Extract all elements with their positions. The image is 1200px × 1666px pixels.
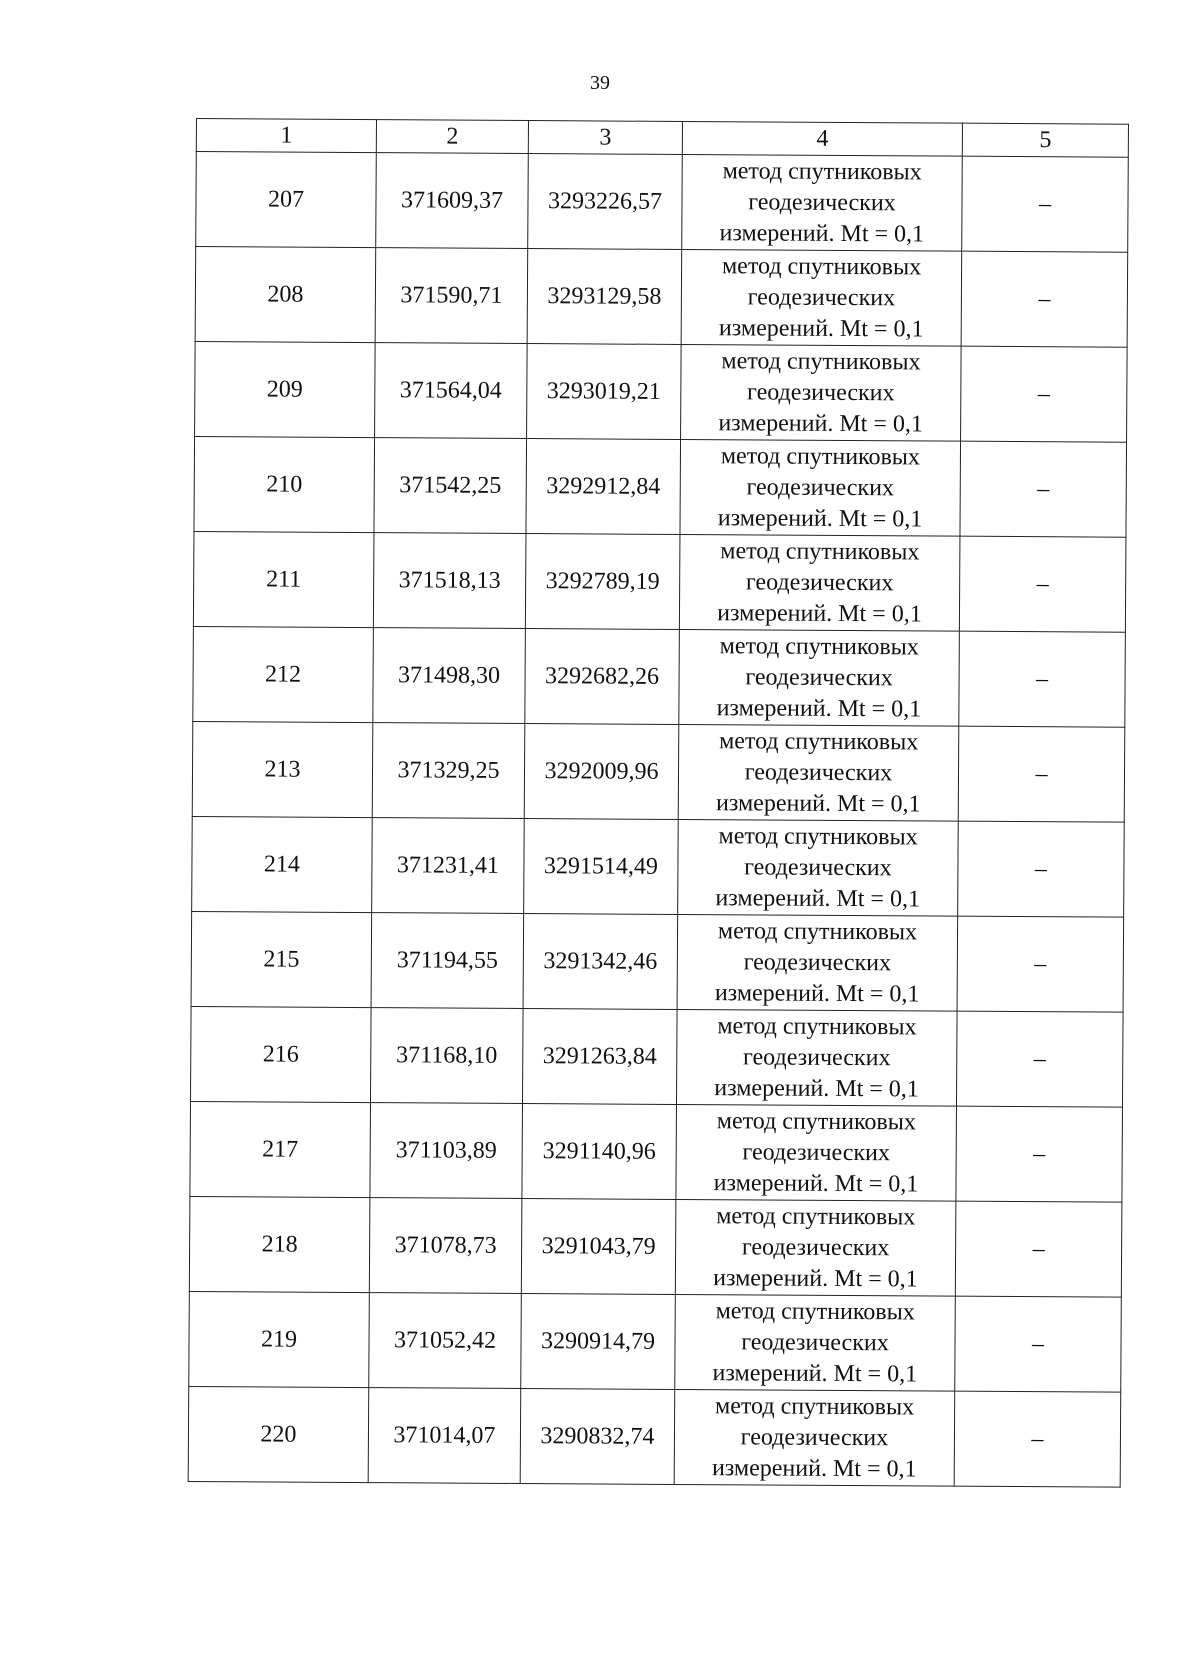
table-body <box>188 152 1128 1488</box>
method-line: метод спутниковых <box>719 727 919 755</box>
x-coordinate-cell: 371231,41 <box>372 818 525 914</box>
method-line: измерений. Mt = 0,1 <box>713 1169 919 1197</box>
table-row <box>191 911 1124 1012</box>
point-number-cell: 219 <box>189 1291 370 1387</box>
method-line: измерений. Mt = 0,1 <box>719 219 925 247</box>
method-line: измерений. Mt = 0,1 <box>714 1074 919 1102</box>
method-cell <box>681 249 962 346</box>
table-row <box>190 1006 1123 1107</box>
x-coordinate-cell: 371329,25 <box>372 723 525 819</box>
method-line: измерений. Mt = 0,1 <box>717 504 923 532</box>
point-number-cell: 208 <box>195 247 376 343</box>
method-line: геодезических <box>746 473 895 501</box>
method-line: метод спутниковых <box>719 632 919 660</box>
method-line: измерений. Mt = 0,1 <box>715 789 921 817</box>
table-row <box>189 1291 1122 1392</box>
point-number-cell: 216 <box>190 1006 371 1102</box>
method-line: геодезических <box>744 853 892 881</box>
method-line: геодезических <box>747 283 896 311</box>
table-row <box>190 1101 1123 1202</box>
x-coordinate-cell: 371078,73 <box>369 1198 522 1294</box>
method-line: измерений. Mt = 0,1 <box>711 1454 917 1482</box>
note-cell: – <box>961 346 1128 442</box>
y-coordinate-cell: 3292009,96 <box>524 724 679 820</box>
table-row <box>192 816 1125 917</box>
column-header: 2 <box>376 120 528 154</box>
method-line: метод спутниковых <box>718 822 918 850</box>
x-coordinate-cell: 371542,25 <box>374 438 527 534</box>
method-cell <box>675 1199 956 1296</box>
x-coordinate-cell: 371103,89 <box>370 1103 523 1199</box>
note-cell: – <box>957 916 1124 1012</box>
point-number-cell: 215 <box>191 911 372 1007</box>
y-coordinate-cell: 3290914,79 <box>521 1294 676 1390</box>
method-line: геодезических <box>744 758 893 786</box>
note-cell: – <box>956 1011 1123 1107</box>
note-cell: – <box>958 726 1125 822</box>
method-line: измерений. Mt = 0,1 <box>713 1264 918 1292</box>
method-line: метод спутниковых <box>720 442 921 470</box>
x-coordinate-cell: 371052,42 <box>369 1293 522 1389</box>
method-cell <box>676 1009 957 1106</box>
page-number: 39 <box>590 72 610 94</box>
point-number-cell: 217 <box>190 1101 371 1197</box>
x-coordinate-cell: 371609,37 <box>376 153 529 249</box>
x-coordinate-cell: 371590,71 <box>375 248 528 344</box>
coordinates-table <box>188 118 1129 1488</box>
method-cell <box>680 439 961 536</box>
y-coordinate-cell: 3291514,49 <box>524 819 679 915</box>
point-number-cell: 210 <box>194 436 375 532</box>
y-coordinate-cell: 3291043,79 <box>521 1199 676 1295</box>
x-coordinate-cell: 371564,04 <box>375 343 528 439</box>
y-coordinate-cell: 3292682,26 <box>525 629 680 725</box>
y-coordinate-cell: 3291263,84 <box>522 1009 677 1105</box>
y-coordinate-cell: 3292789,19 <box>525 534 680 630</box>
note-cell: – <box>959 631 1126 727</box>
method-cell <box>678 819 959 916</box>
table-row <box>188 1386 1121 1487</box>
y-coordinate-cell: 3290832,74 <box>520 1389 675 1485</box>
method-line: геодезических <box>742 1138 890 1166</box>
y-coordinate-cell: 3293129,58 <box>527 249 682 345</box>
method-line: метод спутниковых <box>716 1107 917 1135</box>
method-line: измерений. Mt = 0,1 <box>717 599 922 627</box>
method-cell <box>678 724 959 821</box>
method-line: метод спутниковых <box>721 252 922 280</box>
x-coordinate-cell: 371194,55 <box>371 913 524 1009</box>
method-line: метод спутниковых <box>721 347 921 375</box>
note-cell: – <box>961 251 1128 347</box>
method-line: метод спутниковых <box>720 537 920 565</box>
table-row <box>195 341 1128 442</box>
note-cell: – <box>959 536 1126 632</box>
column-header: 4 <box>682 121 962 156</box>
point-number-cell: 213 <box>192 721 373 817</box>
method-cell <box>682 154 963 251</box>
point-number-cell: 209 <box>195 341 376 437</box>
method-line: геодезических <box>747 378 895 406</box>
method-line: измерений. Mt = 0,1 <box>715 884 921 912</box>
method-line: геодезических <box>748 188 896 216</box>
method-line: измерений. Mt = 0,1 <box>714 979 920 1007</box>
method-line: метод спутниковых <box>717 917 918 945</box>
table-row <box>194 436 1127 537</box>
method-cell <box>674 1389 955 1486</box>
note-cell: – <box>954 1391 1121 1487</box>
table-row <box>189 1196 1122 1297</box>
method-line: геодезических <box>742 1043 891 1071</box>
method-line: геодезических <box>745 568 894 596</box>
point-number-cell: 212 <box>193 626 374 722</box>
x-coordinate-cell: 371014,07 <box>368 1388 521 1484</box>
method-cell <box>676 1104 957 1201</box>
method-line: измерений. Mt = 0,1 <box>718 314 924 342</box>
method-cell <box>679 629 960 726</box>
table-row <box>193 531 1126 632</box>
point-number-cell: 220 <box>188 1386 369 1482</box>
column-header: 3 <box>528 121 682 155</box>
method-line: геодезических <box>741 1328 889 1356</box>
x-coordinate-cell: 371168,10 <box>370 1008 523 1104</box>
point-number-cell: 218 <box>189 1196 370 1292</box>
y-coordinate-cell: 3293226,57 <box>528 154 683 250</box>
point-number-cell: 214 <box>192 816 373 912</box>
y-coordinate-cell: 3292912,84 <box>526 439 681 535</box>
table-row <box>193 626 1126 727</box>
point-number-cell: 211 <box>193 531 374 627</box>
y-coordinate-cell: 3291140,96 <box>522 1104 677 1200</box>
y-coordinate-cell: 3293019,21 <box>527 344 682 440</box>
method-line: геодезических <box>745 663 893 691</box>
table-row <box>192 721 1125 822</box>
x-coordinate-cell: 371518,13 <box>373 533 526 629</box>
method-line: метод спутниковых <box>722 157 922 185</box>
column-header: 1 <box>196 119 376 153</box>
method-line: метод спутниковых <box>715 1297 915 1325</box>
x-coordinate-cell: 371498,30 <box>373 628 526 724</box>
note-cell: – <box>955 1296 1122 1392</box>
method-line: геодезических <box>740 1423 889 1451</box>
table-row <box>195 247 1128 348</box>
method-cell <box>675 1294 956 1391</box>
note-cell: – <box>960 441 1127 537</box>
note-cell: – <box>955 1201 1122 1297</box>
column-header: 5 <box>962 123 1128 157</box>
method-line: метод спутниковых <box>716 1202 916 1230</box>
method-cell <box>681 344 962 441</box>
method-line: геодезических <box>741 1233 890 1261</box>
table-row <box>196 152 1129 253</box>
method-line: измерений. Mt = 0,1 <box>712 1359 918 1387</box>
note-cell: – <box>956 1106 1123 1202</box>
method-cell <box>677 914 958 1011</box>
y-coordinate-cell: 3291342,46 <box>523 914 678 1010</box>
method-cell <box>679 534 960 631</box>
note-cell: – <box>958 821 1125 917</box>
method-line: измерений. Mt = 0,1 <box>716 694 922 722</box>
method-line: измерений. Mt = 0,1 <box>718 409 924 437</box>
method-line: геодезических <box>743 948 892 976</box>
point-number-cell: 207 <box>196 152 377 248</box>
note-cell: – <box>962 156 1129 252</box>
method-line: метод спутниковых <box>715 1392 915 1420</box>
method-line: метод спутниковых <box>717 1012 917 1040</box>
